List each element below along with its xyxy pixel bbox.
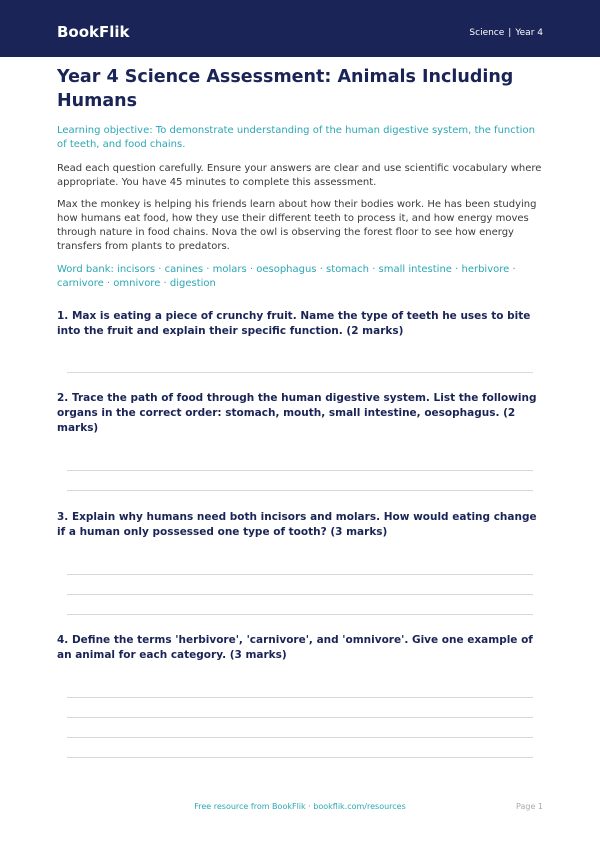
header-meta (469, 27, 543, 39)
page-number: Page 1 (516, 802, 543, 811)
question-block-4 (57, 633, 543, 758)
question-3: 3. Explain why humans need both incisors and molars. How would eating change if a human only possessed one type of tooth? (3 marks) (57, 511, 537, 538)
brand-logo-text: BookFlik (57, 23, 130, 41)
answer-area-3[interactable] (57, 574, 543, 615)
question-4: 4. Define the terms 'herbivore', 'carnivore', and 'omnivore'. Give one example of an animal for each category. (3 marks) (57, 634, 533, 661)
worksheet-content (57, 65, 543, 758)
instructions: Read each question carefully. Ensure your answers are clear and use scientific vocabulary where appropriate. You have 45 minutes to complete this assessment. (57, 163, 542, 188)
answer-area-1[interactable] (57, 372, 543, 373)
header-year: Year 4 (515, 28, 543, 38)
answer-line (67, 490, 533, 491)
learning-objective: Learning objective: To demonstrate understanding of the human digestive system, the function of teeth, and food chains. (57, 125, 535, 150)
question-2: 2. Trace the path of food through the human digestive system. List the following organs in the correct order: stomach, mouth, small intestine, oesophagus. (2 marks) (57, 392, 537, 434)
answer-line (67, 737, 533, 738)
answer-line (67, 470, 533, 471)
answer-line (67, 614, 533, 615)
question-block-2 (57, 391, 543, 491)
footer-credit: Free resource from BookFlik · bookflik.com/resources (194, 802, 406, 811)
page-header (0, 0, 600, 57)
answer-line (67, 594, 533, 595)
header-separator: | (508, 28, 512, 38)
answer-line (67, 757, 533, 758)
question-block-3 (57, 510, 543, 615)
answer-area-2[interactable] (57, 470, 543, 491)
answer-line (67, 717, 533, 718)
page-title: Year 4 Science Assessment: Animals Including Humans (57, 67, 514, 111)
answer-line (67, 372, 533, 373)
word-bank: Word bank: incisors · canines · molars · oesophagus · stomach · small intestine · herbivore · carnivore · omnivore · digestion (57, 264, 516, 289)
answer-line (67, 697, 533, 698)
answer-area-4[interactable] (57, 697, 543, 758)
intro-paragraph: Max the monkey is helping his friends learn about how their bodies work. He has been studying how humans eat food, how they use their different teeth to process it, and how energy moves through nature in food chains. Nova the owl is observing the forest floor to see how energy transfers from plants to predators. (57, 199, 537, 252)
question-block-1 (57, 309, 543, 373)
header-subject: Science (469, 28, 505, 38)
answer-line (67, 574, 533, 575)
question-1: 1. Max is eating a piece of crunchy fruit. Name the type of teeth he uses to bite into the fruit and explain their specific function. (2 marks) (57, 310, 531, 337)
